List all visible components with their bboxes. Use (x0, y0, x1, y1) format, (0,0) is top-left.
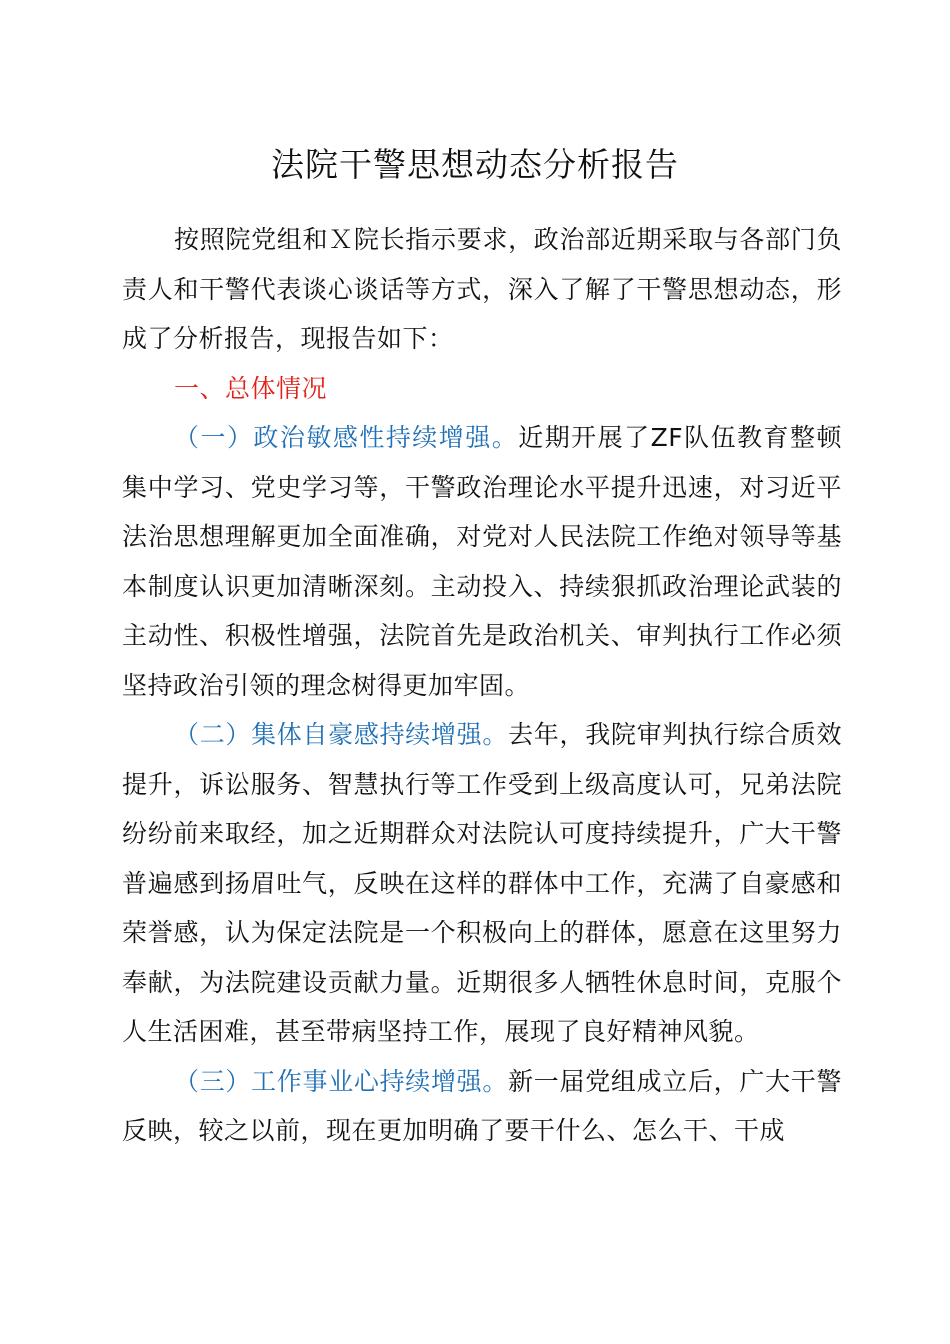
text-work-dedication: 新一届党组成立后，广大干警反映，较之以前，现在更加明确了要干什么、怎么干、干成 (122, 1066, 842, 1145)
subheading-collective-pride: （二）集体自豪感持续增强。 (174, 720, 509, 749)
paragraph-work-dedication (122, 1057, 842, 1156)
intro-paragraph: 按照院党组和Ｘ院长指示要求，政治部近期采取与各部门负责人和干警代表谈心谈话等方式，深入了解了干警思想动态，形成了分析报告，现报告如下： (122, 225, 842, 353)
paragraph-collective-pride (122, 710, 842, 1057)
document-body (122, 215, 842, 1156)
text-collective-pride: 去年，我院审判执行综合质效提升，诉讼服务、智慧执行等工作受到上级高度认可，兄弟法院纷纷前来取经，加之近期群众对法院认可度持续提升，广大干警普遍感到扬眉吐气，反映在这样的群体中工作，充满了自豪感和荣誉感，认为保定法院是一个积极向上的群体，愿意在这里努力奉献，为法院建设贡献力量。近期很多人牺牲休息时间，克服个人生活困难，甚至带病坚持工作，展现了良好精神风貌。 (122, 720, 842, 1046)
subheading-work-dedication: （三）工作事业心持续增强。 (174, 1066, 509, 1096)
document-title: 法院干警思想动态分析报告 (271, 145, 679, 184)
subheading-political-sensitivity: （一）政治敏感性持续增强。 (174, 423, 519, 452)
section-heading-overall: 一、总体情况 (174, 373, 328, 403)
text-political-sensitivity: 近期开展了ZF队伍教育整顿集中学习、党史学习等，干警政治理论水平提升迅速，对习近平法治思想理解更加全面准确，对党对人民法院工作绝对领导等基本制度认识更加清晰深刻。主动投入、持续狠抓政治理论武装的主动性、积极性增强，法院首先是政治机关、审判执行工作必须坚持政治引领的理念树得更加牢固。 (122, 423, 842, 700)
paragraph-political-sensitivity (122, 413, 842, 710)
